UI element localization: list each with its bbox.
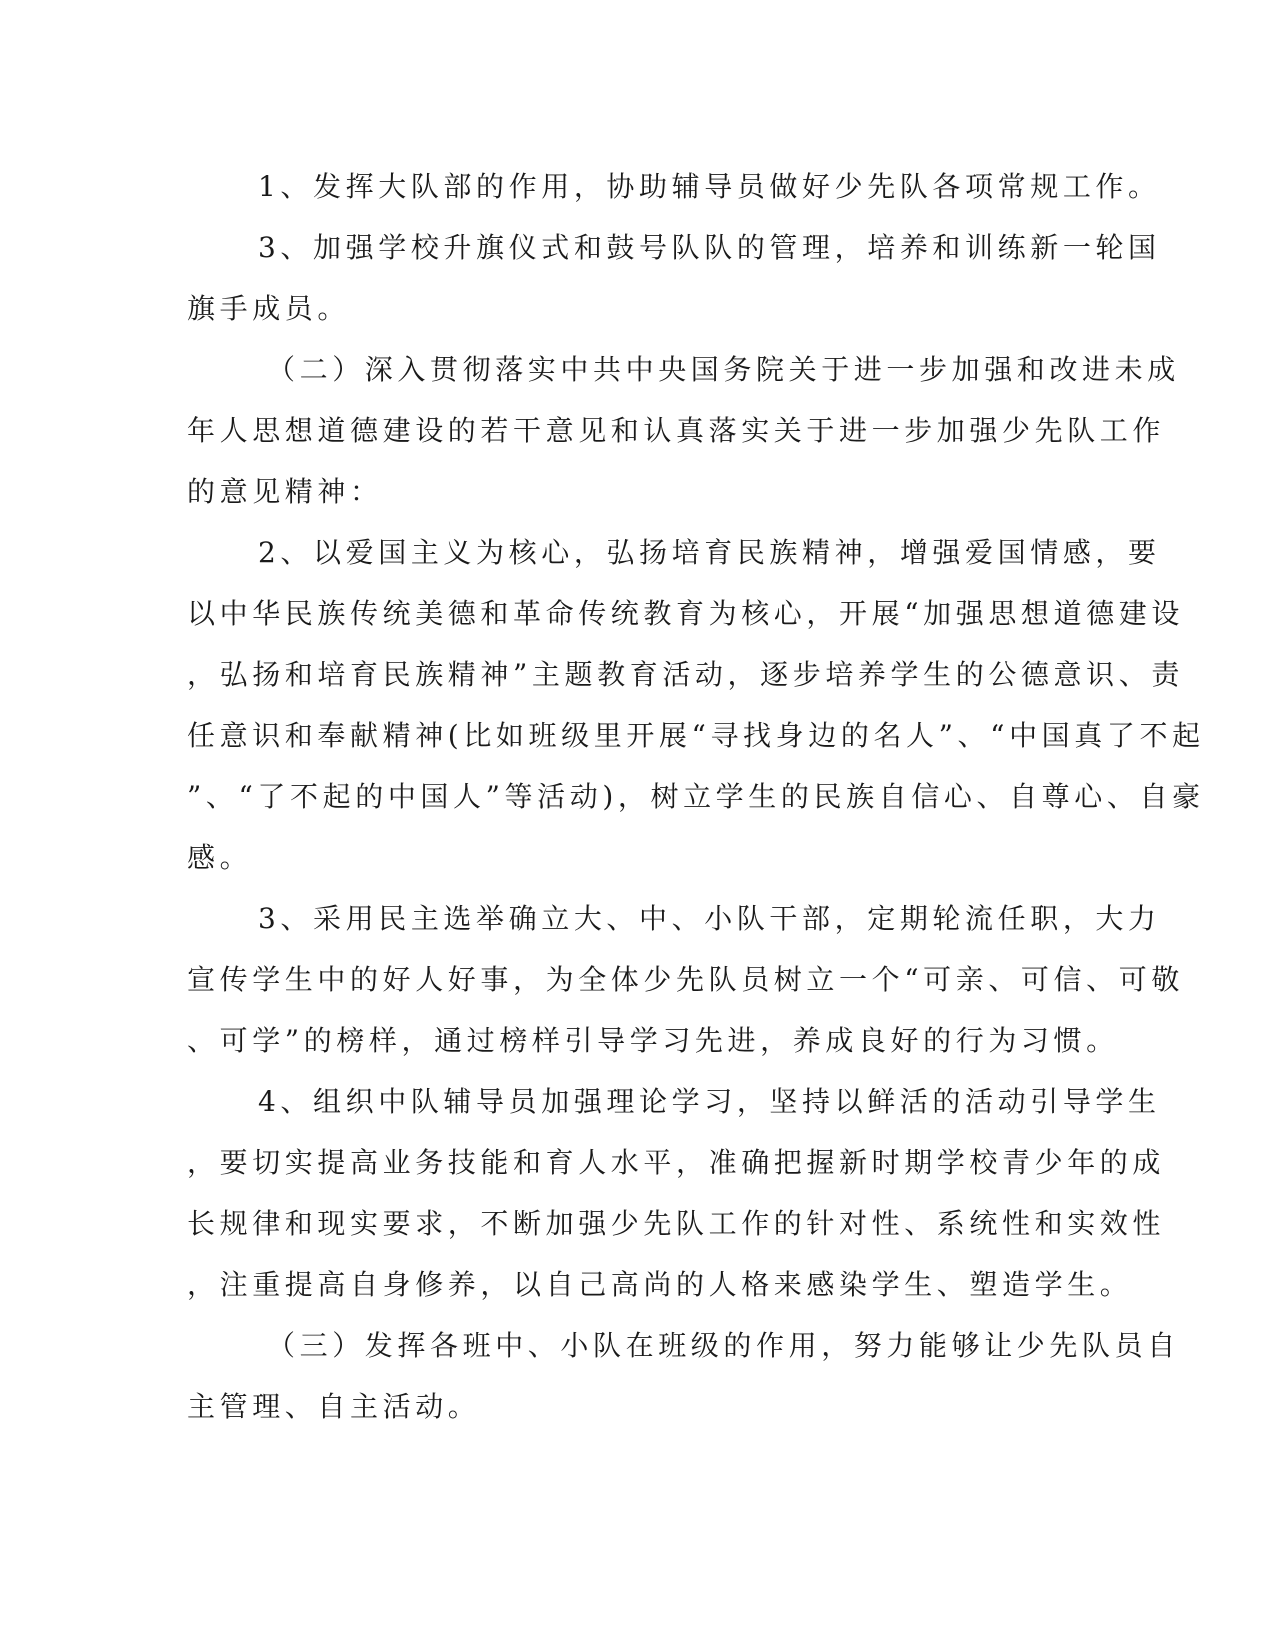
document-body — [187, 156, 1205, 1437]
text-line: ，注重提高自身修养，以自己高尚的人格来感染学生、塑造学生。 — [187, 1268, 1133, 1301]
text-line: 3、采用民主选举确立大、中、小队干部，定期轮流任职，大力 — [258, 902, 1161, 935]
text-line: 以中华民族传统美德和革命传统教育为核心，开展“加强思想道德建设 — [187, 597, 1184, 630]
text-line: （三）发挥各班中、小队在班级的作用，努力能够让少先队员自 — [267, 1329, 1180, 1362]
text-line: 2、以爱国主义为核心，弘扬培育民族精神，增强爱国情感，要 — [258, 536, 1161, 569]
text-line: 的意见精神： — [187, 475, 383, 508]
text-line: 长规律和现实要求，不断加强少先队工作的针对性、系统性和实效性 — [187, 1207, 1166, 1240]
text-line: 任意识和奉献精神(比如班级里开展“寻找身边的名人”、“中国真了不起 — [187, 719, 1205, 752]
text-line: 4、组织中队辅导员加强理论学习，坚持以鲜活的活动引导学生 — [258, 1085, 1161, 1118]
text-line: 旗手成员。 — [187, 292, 351, 325]
text-line: 宣传学生中的好人好事，为全体少先队员树立一个“可亲、可信、可敬 — [187, 963, 1184, 996]
text-line: 主管理、自主活动。 — [187, 1390, 481, 1423]
text-line: ，要切实提高业务技能和育人水平，准确把握新时期学校青少年的成 — [187, 1146, 1166, 1179]
text-line: ”、“了不起的中国人”等活动)，树立学生的民族自信心、自尊心、自豪 — [187, 780, 1205, 813]
text-line: 、可学”的榜样，通过榜样引导学习先进，养成良好的行为习惯。 — [187, 1024, 1119, 1057]
text-line: 1、发挥大队部的作用，协助辅导员做好少先队各项常规工作。 — [258, 170, 1161, 203]
text-line: 年人思想道德建设的若干意见和认真落实关于进一步加强少先队工作 — [187, 414, 1166, 447]
text-line: 感。 — [187, 841, 253, 874]
text-line: （二）深入贯彻落实中共中央国务院关于进一步加强和改进未成 — [267, 353, 1180, 386]
text-line: ，弘扬和培育民族精神”主题教育活动，逐步培养学生的公德意识、责 — [187, 658, 1184, 691]
text-line: 3、加强学校升旗仪式和鼓号队队的管理，培养和训练新一轮国 — [258, 231, 1161, 264]
